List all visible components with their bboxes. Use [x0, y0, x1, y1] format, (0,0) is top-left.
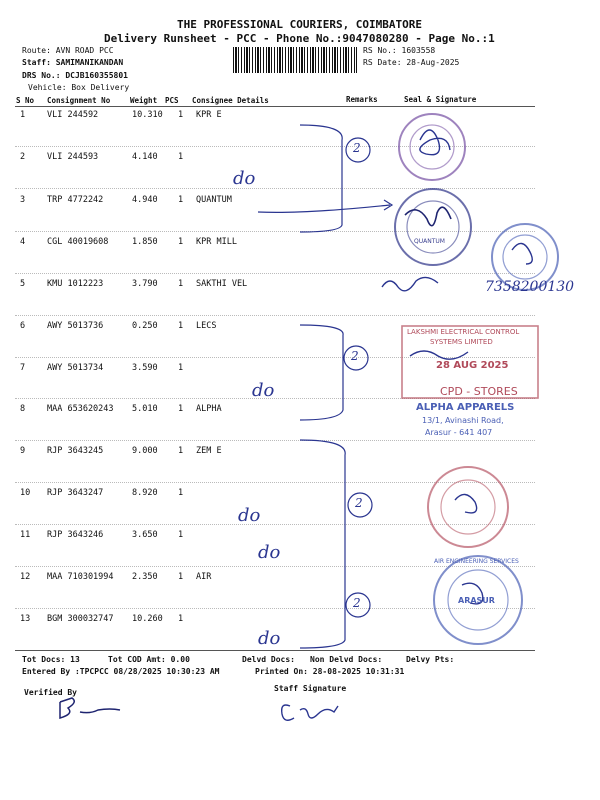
row-consignment: RJP 3643247	[47, 488, 104, 498]
ditto-mark: do	[252, 380, 275, 401]
rs-date: RS Date: 28-Aug-2025	[363, 58, 460, 67]
staff-label: Staff: SAMIMANIKANDAN	[22, 58, 124, 67]
row-sno: 10	[20, 488, 31, 498]
row-consignee: SAKTHI VEL	[196, 279, 248, 289]
row-weight: 1.850	[132, 237, 158, 247]
row-sno: 4	[20, 237, 26, 247]
row-sno: 3	[20, 195, 26, 205]
row-consignment: AWY 5013734	[47, 363, 104, 373]
row-consignment: VLI 244593	[47, 152, 99, 162]
row-sno: 9	[20, 446, 26, 456]
seal-stamp-1	[399, 114, 465, 180]
verified-signature	[60, 698, 120, 718]
row-pcs: 1	[178, 488, 184, 498]
signature-scribble	[455, 494, 477, 512]
company-title: THE PROFESSIONAL COURIERS, COIMBATORE	[177, 18, 423, 31]
phone-note: 7358200130	[485, 279, 575, 295]
row-weight: 2.350	[132, 572, 158, 582]
total-docs: Tot Docs: 13	[22, 655, 80, 664]
col-pcs: PCS	[165, 96, 179, 105]
row-weight: 4.940	[132, 195, 158, 205]
row-weight: 3.590	[132, 363, 158, 373]
row-sno: 8	[20, 404, 26, 414]
lecs-stamp-text: CPD - STORES	[440, 385, 518, 398]
runsheet-subtitle: Delivery Runsheet - PCC - Phone No.:9047080280 - Page No.:1	[104, 32, 495, 45]
lecs-stamp-text: SYSTEMS LIMITED	[430, 338, 493, 346]
col-consignee: Consignee Details	[192, 96, 269, 105]
row-weight: 8.920	[132, 488, 158, 498]
row-consignee: KPR MILL	[196, 237, 237, 247]
signature-scribble	[512, 243, 532, 264]
non-delivered-docs: Non Delvd Docs:	[310, 655, 383, 664]
col-remarks: Remarks	[346, 95, 378, 104]
row-weight: 4.140	[132, 152, 158, 162]
row-sno: 13	[20, 614, 31, 624]
row-consignment: CGL 40019608	[47, 237, 109, 247]
row-consignment: MAA 710301994	[47, 572, 114, 582]
row-consignee: LECS	[196, 321, 217, 331]
row-consignment: AWY 5013736	[47, 321, 104, 331]
row-weight: 3.790	[132, 279, 158, 289]
total-cod: Tot COD Amt: 0.00	[108, 655, 190, 664]
row-weight: 9.000	[132, 446, 158, 456]
quantum-stamp	[395, 189, 471, 265]
remark-mark: 2	[351, 349, 359, 363]
col-sno: S No	[16, 96, 35, 105]
row-consignee: QUANTUM	[196, 195, 232, 205]
row-weight: 10.310	[132, 110, 163, 120]
row-weight: 10.260	[132, 614, 163, 624]
vehicle-label: Vehicle: Box Delivery	[28, 83, 130, 92]
remarks-bracket	[300, 440, 345, 648]
ditto-mark: do	[258, 628, 281, 649]
zeme-stamp	[428, 467, 508, 547]
remarks-bracket	[300, 325, 343, 420]
drs-number: DRS No.: DCJB160355801	[22, 71, 128, 80]
row-pcs: 1	[178, 279, 184, 289]
delivery-points: Delvy Pts:	[406, 655, 455, 664]
row-consignment: RJP 3643246	[47, 530, 104, 540]
staff-signature-label: Staff Signature	[274, 684, 347, 693]
route-label: Route: AVN ROAD PCC	[22, 46, 114, 55]
row-pcs: 1	[178, 195, 184, 205]
row-sno: 7	[20, 363, 26, 373]
row-pcs: 1	[178, 110, 184, 120]
col-consignment: Consignment No	[47, 96, 111, 105]
row-pcs: 1	[178, 446, 184, 456]
air-stamp-text: AIR ENGINEERING SERVICES	[434, 558, 519, 565]
row-consignee: ZEM E	[196, 446, 222, 456]
row-weight: 3.650	[132, 530, 158, 540]
col-weight: Weight	[130, 96, 158, 105]
row-weight: 5.010	[132, 404, 158, 414]
signature-scribble	[420, 130, 450, 155]
alpha-stamp-text: ALPHA APPARELS	[416, 402, 515, 413]
row-consignment: BGM 300032747	[47, 614, 114, 624]
col-seal: Seal & Signature	[404, 95, 477, 104]
air-stamp-center: ARASUR	[458, 596, 495, 605]
row-pcs: 1	[178, 321, 184, 331]
rs-number: RS No.: 1603558	[363, 46, 436, 55]
row-sno: 2	[20, 152, 26, 162]
delivered-docs: Delvd Docs:	[242, 655, 295, 664]
row-consignment: TRP 4772242	[47, 195, 104, 205]
signature-scribble	[405, 207, 451, 226]
row-consignment: VLI 244592	[47, 110, 99, 120]
row-consignee: ALPHA	[196, 404, 222, 414]
row-sno: 1	[20, 110, 26, 120]
quantum-stamp-text: QUANTUM	[414, 238, 445, 245]
lecs-stamp-date: 28 AUG 2025	[436, 360, 509, 371]
row-consignment: KMU 1012223	[47, 279, 104, 289]
row-sno: 12	[20, 572, 31, 582]
ditto-mark: do	[258, 542, 281, 563]
row-pcs: 1	[178, 530, 184, 540]
ditto-mark: do	[238, 505, 261, 526]
row-sno: 6	[20, 321, 26, 331]
ditto-mark: do	[233, 168, 256, 189]
row-consignee: AIR	[196, 572, 212, 582]
row-consignee: KPR E	[196, 110, 222, 120]
signature-scribble	[382, 277, 438, 290]
entered-by: Entered By :TPCPCC 08/28/2025 10:30:23 AM	[22, 667, 220, 676]
row-pcs: 1	[178, 614, 184, 624]
alpha-stamp-text: 13/1, Avinashi Road,	[422, 416, 504, 425]
row-consignment: MAA 653620243	[47, 404, 114, 414]
row-weight: 0.250	[132, 321, 158, 331]
remark-mark: 2	[355, 496, 363, 510]
row-pcs: 1	[178, 572, 184, 582]
printed-on: Printed On: 28-08-2025 10:31:31	[255, 667, 405, 676]
alpha-stamp-text: Arasur - 641 407	[425, 428, 493, 437]
lecs-stamp-text: LAKSHMI ELECTRICAL CONTROL	[407, 328, 520, 336]
remark-mark: 2	[353, 596, 361, 610]
remarks-bracket	[300, 125, 342, 232]
row-pcs: 1	[178, 152, 184, 162]
signature-scribble	[410, 351, 468, 359]
remark-mark: 2	[353, 141, 361, 155]
row-sno: 5	[20, 279, 26, 289]
row-pcs: 1	[178, 363, 184, 373]
verified-by-label: Verified By	[24, 688, 77, 697]
row-pcs: 1	[178, 237, 184, 247]
row-sno: 11	[20, 530, 31, 540]
row-consignment: RJP 3643245	[47, 446, 104, 456]
row-pcs: 1	[178, 404, 184, 414]
staff-signature-mark	[282, 705, 338, 720]
arrow-line	[258, 205, 390, 212]
